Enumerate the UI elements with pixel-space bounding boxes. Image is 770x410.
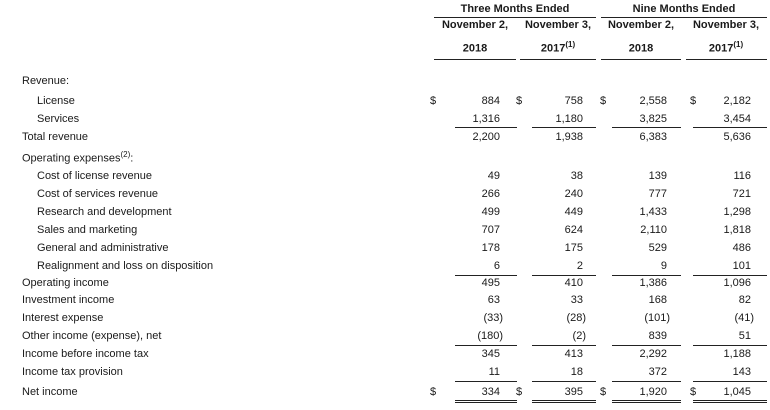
table-cell-value: (101) [644, 312, 670, 324]
column-header-year [435, 40, 515, 55]
row-label [37, 170, 152, 182]
table-cell-value: 1,045 [723, 386, 751, 398]
table-cell-value: (41) [734, 312, 754, 324]
row-label [22, 386, 78, 398]
column-header-year-text: 2018 [462, 42, 488, 55]
row-label-text: Total revenue [22, 131, 89, 143]
row-label [22, 277, 109, 289]
row-label [22, 294, 114, 306]
table-cell-value: 9 [660, 260, 667, 272]
column-header-year [601, 40, 681, 55]
subtotal-rule [455, 275, 517, 276]
table-cell-value: 240 [564, 188, 583, 200]
table-cell-value: 6 [493, 260, 500, 272]
table-cell-value: 486 [732, 242, 751, 254]
table-cell-value: 1,433 [639, 206, 667, 218]
table-cell-value: 529 [648, 242, 667, 254]
subtotal-rule [455, 381, 517, 382]
row-label [37, 224, 137, 236]
row-label [37, 242, 168, 254]
row-label-text: Sales and marketing [37, 224, 138, 236]
table-cell-value: 168 [648, 294, 667, 306]
header-underline-nine [601, 17, 767, 18]
table-cell-value: 3,825 [639, 113, 667, 125]
table-cell-value: 345 [481, 348, 500, 360]
table-cell-value: 116 [733, 170, 751, 182]
table-cell-value: 5,636 [723, 131, 751, 143]
table-cell-value: 413 [564, 348, 583, 360]
table-cell-value: 82 [738, 294, 751, 306]
table-cell-value: 1,096 [723, 277, 751, 289]
row-label [37, 188, 158, 200]
row-label [37, 206, 172, 218]
row-label-text: Cost of license revenue [37, 170, 152, 182]
table-cell-value: 143 [732, 366, 751, 378]
row-label-text: Realignment and loss on disposition [37, 260, 214, 272]
subtotal-rule [693, 127, 767, 128]
table-cell-value: 1,298 [723, 206, 751, 218]
header-three-months: Three Months Ended [460, 3, 570, 15]
row-label-text: Cost of services revenue [37, 188, 159, 200]
subtotal-rule [612, 127, 681, 128]
table-cell-value: 6,383 [639, 131, 667, 143]
row-label-text: Services [37, 113, 80, 125]
table-cell-value: 707 [481, 224, 500, 236]
table-cell-value: (180) [477, 330, 503, 342]
subtotal-rule [455, 345, 517, 346]
currency-symbol: $ [516, 95, 523, 107]
subtotal-rule [693, 345, 767, 346]
row-label-footnote: (2) [120, 150, 131, 159]
currency-symbol: $ [516, 386, 523, 398]
table-cell-value: 2,110 [640, 224, 667, 236]
total-double-rule [455, 400, 517, 403]
row-label [22, 131, 88, 143]
table-cell-value: 49 [487, 170, 500, 182]
table-cell-value: 449 [564, 206, 583, 218]
table-cell-value: 51 [738, 330, 751, 342]
currency-symbol: $ [430, 95, 437, 107]
table-cell-value: 410 [564, 277, 583, 289]
table-cell-value: 758 [564, 95, 583, 107]
row-label-text: Net income [22, 386, 78, 398]
table-cell-value: 777 [648, 188, 667, 200]
table-cell-value: 721 [732, 188, 751, 200]
table-cell-value: 3,454 [723, 113, 751, 125]
subtotal-rule [693, 381, 767, 382]
column-header-year-text: 2017 [708, 42, 734, 55]
row-label [37, 260, 213, 272]
currency-symbol: $ [690, 95, 697, 107]
subtotal-rule [612, 275, 681, 276]
header-nine-months: Nine Months Ended [632, 3, 736, 15]
table-cell-value: (33) [483, 312, 503, 324]
currency-symbol: $ [690, 386, 697, 398]
row-label [22, 150, 133, 165]
column-header-year [518, 40, 598, 55]
row-label-text: Interest expense [22, 312, 104, 324]
row-label-text: General and administrative [37, 242, 169, 254]
table-cell-value: 2,292 [639, 348, 667, 360]
subtotal-rule [532, 345, 596, 346]
currency-symbol: $ [430, 386, 437, 398]
column-header-footnote: (1) [565, 40, 576, 49]
row-label-text: Operating income [22, 277, 109, 289]
header-underline-three [434, 17, 596, 18]
column-header-year-text: 2017 [540, 42, 566, 55]
table-cell-value: 1,920 [639, 386, 667, 398]
currency-symbol: $ [600, 386, 607, 398]
total-double-rule [532, 400, 596, 403]
subtotal-rule [693, 275, 767, 276]
row-label [22, 366, 123, 378]
table-cell-value: 1,180 [555, 113, 583, 125]
col-underline [520, 59, 596, 60]
table-cell-value: 1,818 [723, 224, 751, 236]
subtotal-rule [532, 381, 596, 382]
row-label-text: Investment income [22, 294, 115, 306]
column-header-date: November 2, [441, 19, 509, 31]
table-cell-value: (2) [572, 330, 586, 342]
col-underline [601, 59, 681, 60]
col-underline [686, 59, 767, 60]
table-cell-value: 175 [564, 242, 583, 254]
row-label-text: Operating expenses [22, 152, 121, 165]
column-header-date: November 3, [692, 19, 760, 31]
table-cell-value: 2,200 [472, 131, 500, 143]
row-label-text: License [37, 95, 75, 107]
col-underline [434, 59, 516, 60]
subtotal-rule [455, 127, 517, 128]
table-cell-value: (28) [566, 312, 586, 324]
row-label-text: Income tax provision [22, 366, 123, 378]
table-cell-value: 63 [487, 294, 500, 306]
table-cell-value: 2,182 [723, 95, 751, 107]
total-double-rule [693, 400, 767, 403]
subtotal-rule [612, 381, 681, 382]
row-label-text: Other income (expense), net [22, 330, 162, 342]
table-cell-value: 495 [481, 277, 500, 289]
row-label-suffix: : [130, 152, 134, 165]
table-cell-value: 884 [481, 95, 500, 107]
column-header-date: November 2, [607, 19, 675, 31]
table-cell-value: 2 [576, 260, 583, 272]
table-cell-value: 372 [648, 366, 667, 378]
table-cell-value: 334 [481, 386, 500, 398]
column-header-date: November 3, [524, 19, 592, 31]
table-cell-value: 499 [481, 206, 500, 218]
subtotal-rule [612, 345, 681, 346]
row-label [37, 95, 75, 107]
column-header-year-text: 2018 [628, 42, 654, 55]
table-cell-value: 395 [564, 386, 583, 398]
table-cell-value: 266 [481, 188, 500, 200]
table-cell-value: 1,386 [639, 277, 667, 289]
row-label-text: Research and development [37, 206, 172, 218]
row-label-text: Revenue: [22, 75, 70, 87]
row-label [37, 113, 79, 125]
row-label-text: Income before income tax [22, 348, 149, 360]
row-label [22, 348, 149, 360]
table-cell-value: 139 [648, 170, 667, 182]
row-label [22, 312, 103, 324]
table-cell-value: 101 [732, 260, 751, 272]
row-label [22, 330, 161, 342]
table-cell-value: 178 [481, 242, 500, 254]
table-cell-value: 1,316 [472, 113, 500, 125]
table-cell-value: 33 [570, 294, 583, 306]
table-cell-value: 11 [488, 366, 500, 378]
subtotal-rule [532, 127, 596, 128]
currency-symbol: $ [600, 95, 607, 107]
table-cell-value: 18 [570, 366, 583, 378]
table-cell-value: 38 [570, 170, 583, 182]
total-double-rule [612, 400, 681, 403]
row-label [22, 75, 69, 87]
table-cell-value: 839 [648, 330, 667, 342]
table-cell-value: 624 [564, 224, 583, 236]
column-header-footnote: (1) [733, 40, 744, 49]
table-cell-value: 2,558 [639, 95, 667, 107]
subtotal-rule [532, 275, 596, 276]
column-header-year [686, 40, 766, 55]
table-cell-value: 1,188 [723, 348, 751, 360]
table-cell-value: 1,938 [555, 131, 583, 143]
